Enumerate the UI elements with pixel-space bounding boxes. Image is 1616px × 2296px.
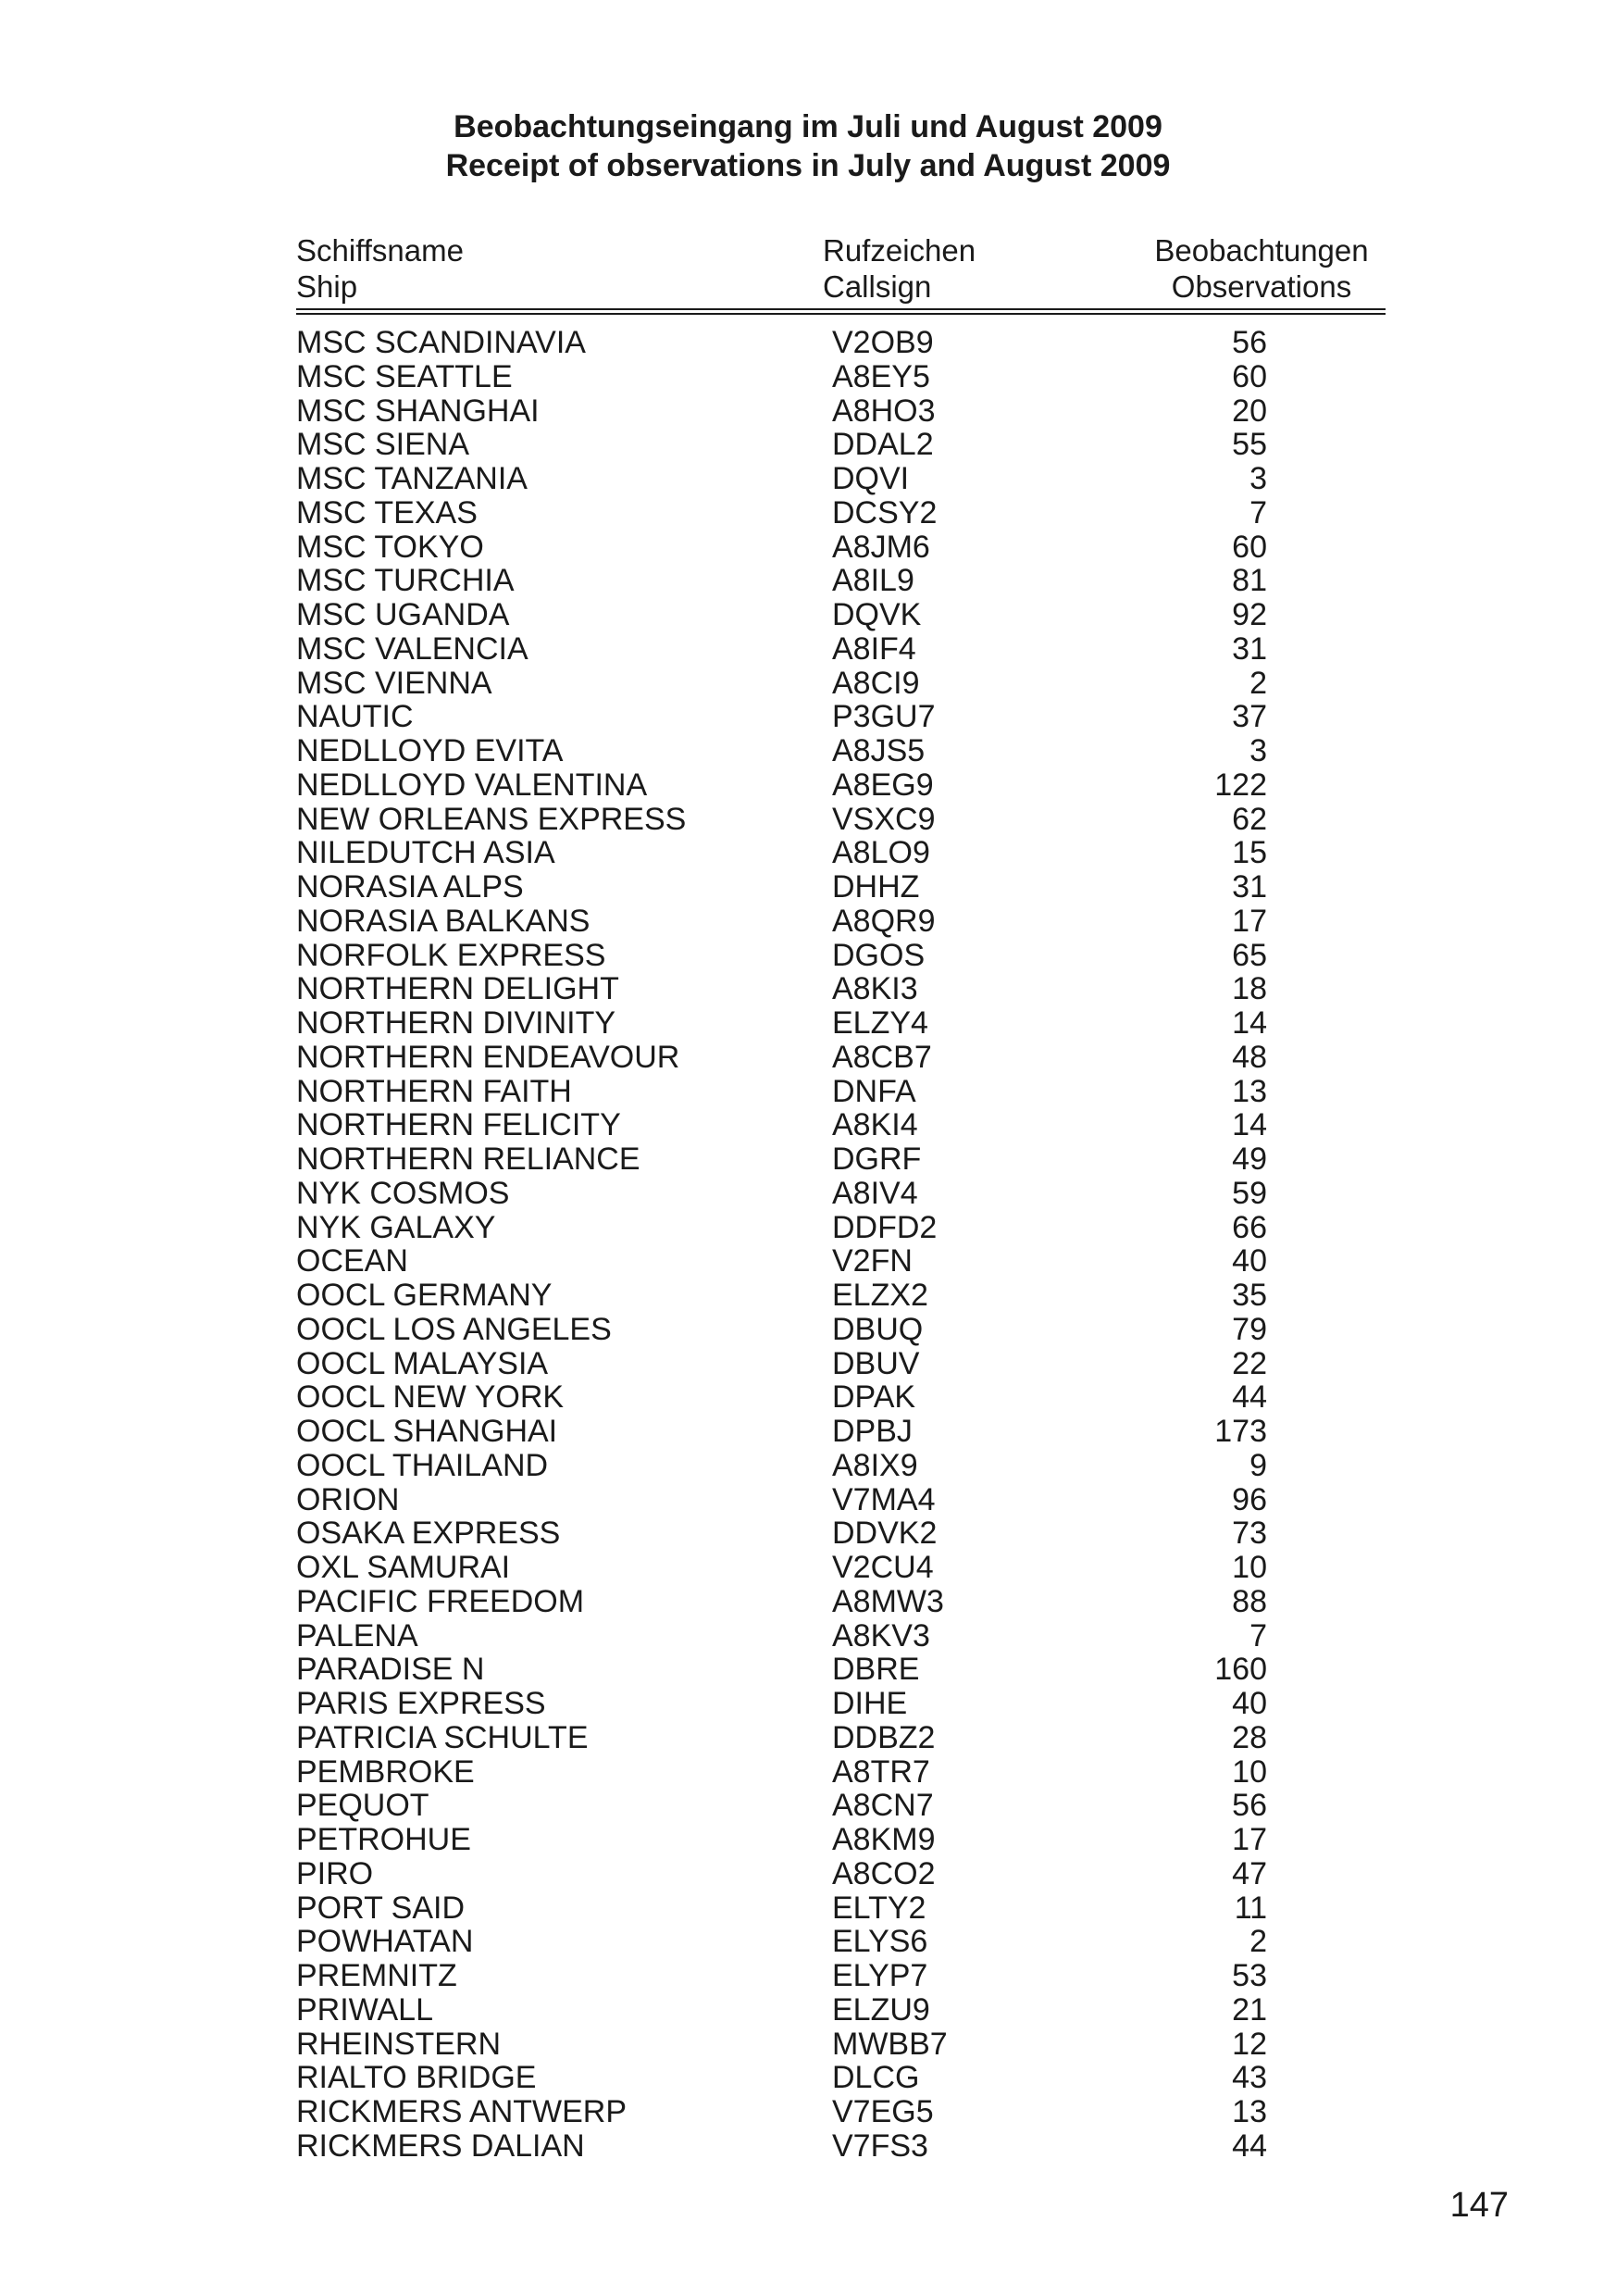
callsign-cell: A8KI4 [832,1107,918,1143]
observations-cell: 66 [1232,1209,1267,1245]
table-row [0,1891,1616,1926]
callsign-cell: A8KI3 [832,971,918,1007]
table-row [0,1516,1616,1551]
ship-name-cell: MSC SIENA [296,427,470,463]
ship-name-cell: NYK COSMOS [296,1175,510,1211]
table-row [0,1449,1616,1483]
callsign-cell: DQVI [832,461,910,496]
ship-name-cell: OSAKA EXPRESS [296,1516,561,1552]
ship-name-cell: ORION [296,1481,400,1517]
observations-cell: 14 [1232,1005,1267,1041]
title-english: Receipt of observations in July and August 2009 [445,148,1171,183]
callsign-cell: A8MW3 [832,1583,944,1619]
observations-cell: 28 [1232,1719,1267,1755]
ship-name-cell: OXL SAMURAI [296,1550,511,1585]
ship-name-cell: NEW ORLEANS EXPRESS [296,801,687,837]
observations-cell: 11 [1234,1890,1267,1926]
table-row [0,1075,1616,1109]
callsign-cell: V7MA4 [832,1481,936,1517]
table-row [0,2129,1616,2164]
observations-cell: 122 [1214,767,1267,803]
ship-name-cell: PATRICIA SCHULTE [296,1719,589,1755]
table-row [0,1755,1616,1790]
table-row [0,1789,1616,1823]
observations-cell: 173 [1214,1414,1267,1449]
ship-name-cell: PARIS EXPRESS [296,1686,546,1721]
callsign-cell: DNFA [832,1073,916,1109]
table-row [0,2095,1616,2129]
table-row [0,1653,1616,1687]
ship-name-cell: NORASIA ALPS [296,869,524,905]
ship-name-cell: MSC TEXAS [296,494,478,530]
callsign-cell: V2OB9 [832,325,934,360]
observations-cell: 22 [1232,1345,1267,1381]
observations-cell: 59 [1232,1175,1267,1211]
observations-cell: 92 [1232,597,1267,632]
column-header-ship-de: Schiffsname [296,233,464,268]
ship-name-cell: PRIWALL [296,1991,434,2028]
table-row [0,530,1616,565]
observations-cell: 2 [1249,665,1267,701]
callsign-cell: P3GU7 [832,699,936,735]
table-row [0,598,1616,632]
ship-name-cell: OOCL NEW YORK [296,1379,565,1416]
callsign-cell: A8IF4 [832,630,916,667]
observations-cell: 21 [1232,1991,1267,2028]
observations-cell: 10 [1232,1550,1267,1585]
table-row [0,1925,1616,1959]
ship-name-cell: PEQUOT [296,1788,429,1824]
ship-name-cell: OCEAN [296,1243,408,1279]
ship-name-cell: NORFOLK EXPRESS [296,937,606,973]
table-row [0,1041,1616,1075]
observations-cell: 79 [1232,1311,1267,1347]
table-row [0,1585,1616,1619]
table-row [0,1244,1616,1279]
callsign-cell: V2FN [832,1243,913,1279]
observations-table [0,326,1616,2164]
table-row [0,768,1616,803]
table-row [0,462,1616,496]
title-german: Beobachtungseingang im Juli und August 2009 [454,109,1162,144]
table-row [0,1142,1616,1177]
callsign-cell: DCSY2 [832,494,938,530]
ship-name-cell: RICKMERS ANTWERP [296,2094,628,2129]
table-row [0,1279,1616,1313]
observations-cell: 40 [1232,1686,1267,1721]
column-header-callsign-de: Rufzeichen [823,233,976,268]
observations-cell: 17 [1232,1822,1267,1857]
callsign-cell: VSXC9 [832,801,936,837]
observations-cell: 43 [1232,2060,1267,2096]
header-rule-top [296,308,1386,310]
callsign-cell: A8CB7 [832,1039,932,1075]
table-row [0,1687,1616,1721]
table-row [0,1619,1616,1653]
ship-name-cell: NORTHERN FAITH [296,1073,572,1109]
callsign-cell: A8EG9 [832,767,934,803]
ship-name-cell: MSC SHANGHAI [296,393,540,429]
column-header-ship-en: Ship [296,269,358,304]
callsign-cell: DDAL2 [832,427,934,463]
table-row [0,905,1616,939]
callsign-cell: V7FS3 [832,2128,928,2164]
observations-cell: 40 [1232,1243,1267,1279]
table-row [0,394,1616,429]
observations-cell: 56 [1232,325,1267,360]
observations-cell: 65 [1232,937,1267,973]
callsign-cell: A8KM9 [832,1822,936,1857]
callsign-cell: A8IL9 [832,563,914,599]
table-row [0,1347,1616,1381]
table-row [0,1108,1616,1142]
callsign-cell: A8CI9 [832,665,920,701]
observations-cell: 37 [1232,699,1267,735]
observations-cell: 49 [1232,1142,1267,1177]
ship-name-cell: PORT SAID [296,1890,466,1926]
callsign-cell: ELYS6 [832,1924,928,1960]
observations-cell: 44 [1232,2128,1267,2164]
callsign-cell: A8CN7 [832,1788,934,1824]
ship-name-cell: PACIFIC FREEDOM [296,1583,585,1619]
observations-cell: 35 [1232,1278,1267,1313]
column-header-observations-en: Observations [1171,269,1352,304]
ship-name-cell: MSC SEATTLE [296,358,513,394]
observations-cell: 12 [1232,2026,1267,2062]
ship-name-cell: MSC TOKYO [296,529,484,565]
table-row [0,632,1616,667]
callsign-cell: ELZY4 [832,1005,928,1041]
observations-cell: 81 [1232,563,1267,599]
observations-cell: 3 [1249,461,1267,496]
ship-name-cell: MSC TANZANIA [296,461,528,496]
callsign-cell: DBUV [832,1345,920,1381]
table-row [0,326,1616,360]
table-row [0,1721,1616,1755]
ship-name-cell: POWHATAN [296,1924,474,1960]
observations-cell: 10 [1232,1753,1267,1790]
table-row [0,1551,1616,1585]
ship-name-cell: NAUTIC [296,699,414,735]
callsign-cell: DLCG [832,2060,920,2096]
header-rule-bottom [296,313,1386,315]
table-row [0,836,1616,870]
table-row [0,803,1616,837]
table-row [0,360,1616,394]
ship-name-cell: OOCL GERMANY [296,1278,553,1313]
callsign-cell: A8JM6 [832,529,930,565]
table-row [0,428,1616,462]
ship-name-cell: RICKMERS DALIAN [296,2128,585,2164]
observations-cell: 53 [1232,1958,1267,1993]
table-row [0,1313,1616,1347]
ship-name-cell: PREMNITZ [296,1958,457,1993]
ship-name-cell: NORTHERN ENDEAVOUR [296,1039,680,1075]
callsign-cell: DQVK [832,597,922,632]
table-row [0,939,1616,973]
callsign-cell: DDFD2 [832,1209,938,1245]
callsign-cell: MWBB7 [832,2026,948,2062]
callsign-cell: DBUQ [832,1311,924,1347]
callsign-cell: DBRE [832,1652,920,1688]
table-row [0,667,1616,701]
observations-cell: 44 [1232,1379,1267,1416]
observations-cell: 73 [1232,1516,1267,1552]
observations-cell: 56 [1232,1788,1267,1824]
ship-name-cell: RIALTO BRIDGE [296,2060,537,2096]
callsign-cell: DHHZ [832,869,920,905]
table-row [0,1211,1616,1245]
callsign-cell: DDVK2 [832,1516,938,1552]
observations-cell: 7 [1249,494,1267,530]
ship-name-cell: NORTHERN RELIANCE [296,1142,640,1177]
table-row [0,1380,1616,1415]
callsign-cell: V2CU4 [832,1550,934,1585]
callsign-cell: DDBZ2 [832,1719,936,1755]
column-header-observations-de: Beobachtungen [1154,233,1369,268]
observations-cell: 18 [1232,971,1267,1007]
observations-cell: 7 [1249,1617,1267,1653]
callsign-cell: A8KV3 [832,1617,930,1653]
callsign-cell: V7EG5 [832,2094,934,2129]
observations-cell: 17 [1232,903,1267,939]
ship-name-cell: NEDLLOYD VALENTINA [296,767,648,803]
ship-name-cell: MSC VALENCIA [296,630,528,667]
table-row [0,1006,1616,1041]
ship-name-cell: PARADISE N [296,1652,485,1688]
ship-name-cell: NORASIA BALKANS [296,903,590,939]
observations-cell: 60 [1232,529,1267,565]
ship-name-cell: OOCL SHANGHAI [296,1414,558,1449]
table-row [0,2028,1616,2062]
table-row [0,1857,1616,1891]
observations-cell: 160 [1214,1652,1267,1688]
callsign-cell: A8CO2 [832,1855,936,1891]
ship-name-cell: PETROHUE [296,1822,471,1857]
callsign-cell: DGRF [832,1142,922,1177]
table-row [0,972,1616,1006]
ship-name-cell: MSC UGANDA [296,597,510,632]
ship-name-cell: OOCL MALAYSIA [296,1345,549,1381]
callsign-cell: DPAK [832,1379,916,1416]
observations-cell: 62 [1232,801,1267,837]
ship-name-cell: NILEDUTCH ASIA [296,835,555,871]
callsign-cell: A8QR9 [832,903,936,939]
column-header-callsign-en: Callsign [823,269,932,304]
ship-name-cell: MSC SCANDINAVIA [296,325,586,360]
table-row [0,1483,1616,1517]
observations-cell: 14 [1232,1107,1267,1143]
observations-cell: 13 [1232,2094,1267,2129]
ship-name-cell: PEMBROKE [296,1753,475,1790]
observations-cell: 48 [1232,1039,1267,1075]
ship-name-cell: RHEINSTERN [296,2026,502,2062]
callsign-cell: DIHE [832,1686,908,1721]
ship-name-cell: OOCL THAILAND [296,1447,549,1483]
table-row [0,564,1616,598]
page-number: 147 [1449,2186,1509,2225]
callsign-cell: DPBJ [832,1414,913,1449]
table-row [0,870,1616,905]
ship-name-cell: PALENA [296,1617,418,1653]
table-row [0,2061,1616,2095]
ship-name-cell: NEDLLOYD EVITA [296,733,564,768]
ship-name-cell: NORTHERN FELICITY [296,1107,621,1143]
callsign-cell: A8JS5 [832,733,926,768]
table-row [0,496,1616,530]
observations-cell: 20 [1232,393,1267,429]
callsign-cell: A8LO9 [832,835,930,871]
callsign-cell: ELZX2 [832,1278,928,1313]
observations-cell: 9 [1249,1447,1267,1483]
ship-name-cell: NORTHERN DELIGHT [296,971,619,1007]
observations-cell: 13 [1232,1073,1267,1109]
callsign-cell: A8HO3 [832,393,936,429]
observations-cell: 31 [1232,630,1267,667]
observations-cell: 88 [1232,1583,1267,1619]
observations-cell: 3 [1249,733,1267,768]
observations-cell: 47 [1232,1855,1267,1891]
observations-cell: 55 [1232,427,1267,463]
ship-name-cell: NORTHERN DIVINITY [296,1005,616,1041]
table-row [0,1177,1616,1211]
callsign-cell: ELZU9 [832,1991,930,2028]
ship-name-cell: NYK GALAXY [296,1209,496,1245]
table-row [0,1959,1616,1993]
table-row [0,1823,1616,1857]
observations-cell: 15 [1232,835,1267,871]
ship-name-cell: MSC TURCHIA [296,563,515,599]
observations-cell: 96 [1232,1481,1267,1517]
table-row [0,1415,1616,1449]
observations-cell: 2 [1249,1924,1267,1960]
ship-name-cell: MSC VIENNA [296,665,492,701]
callsign-cell: A8IV4 [832,1175,918,1211]
table-row [0,1993,1616,2028]
callsign-cell: ELYP7 [832,1958,928,1993]
callsign-cell: A8IX9 [832,1447,918,1483]
observations-cell: 31 [1232,869,1267,905]
callsign-cell: DGOS [832,937,926,973]
observations-cell: 60 [1232,358,1267,394]
table-row [0,734,1616,768]
ship-name-cell: PIRO [296,1855,374,1891]
callsign-cell: A8TR7 [832,1753,930,1790]
callsign-cell: A8EY5 [832,358,930,394]
table-row [0,700,1616,734]
ship-name-cell: OOCL LOS ANGELES [296,1311,612,1347]
callsign-cell: ELTY2 [832,1890,926,1926]
